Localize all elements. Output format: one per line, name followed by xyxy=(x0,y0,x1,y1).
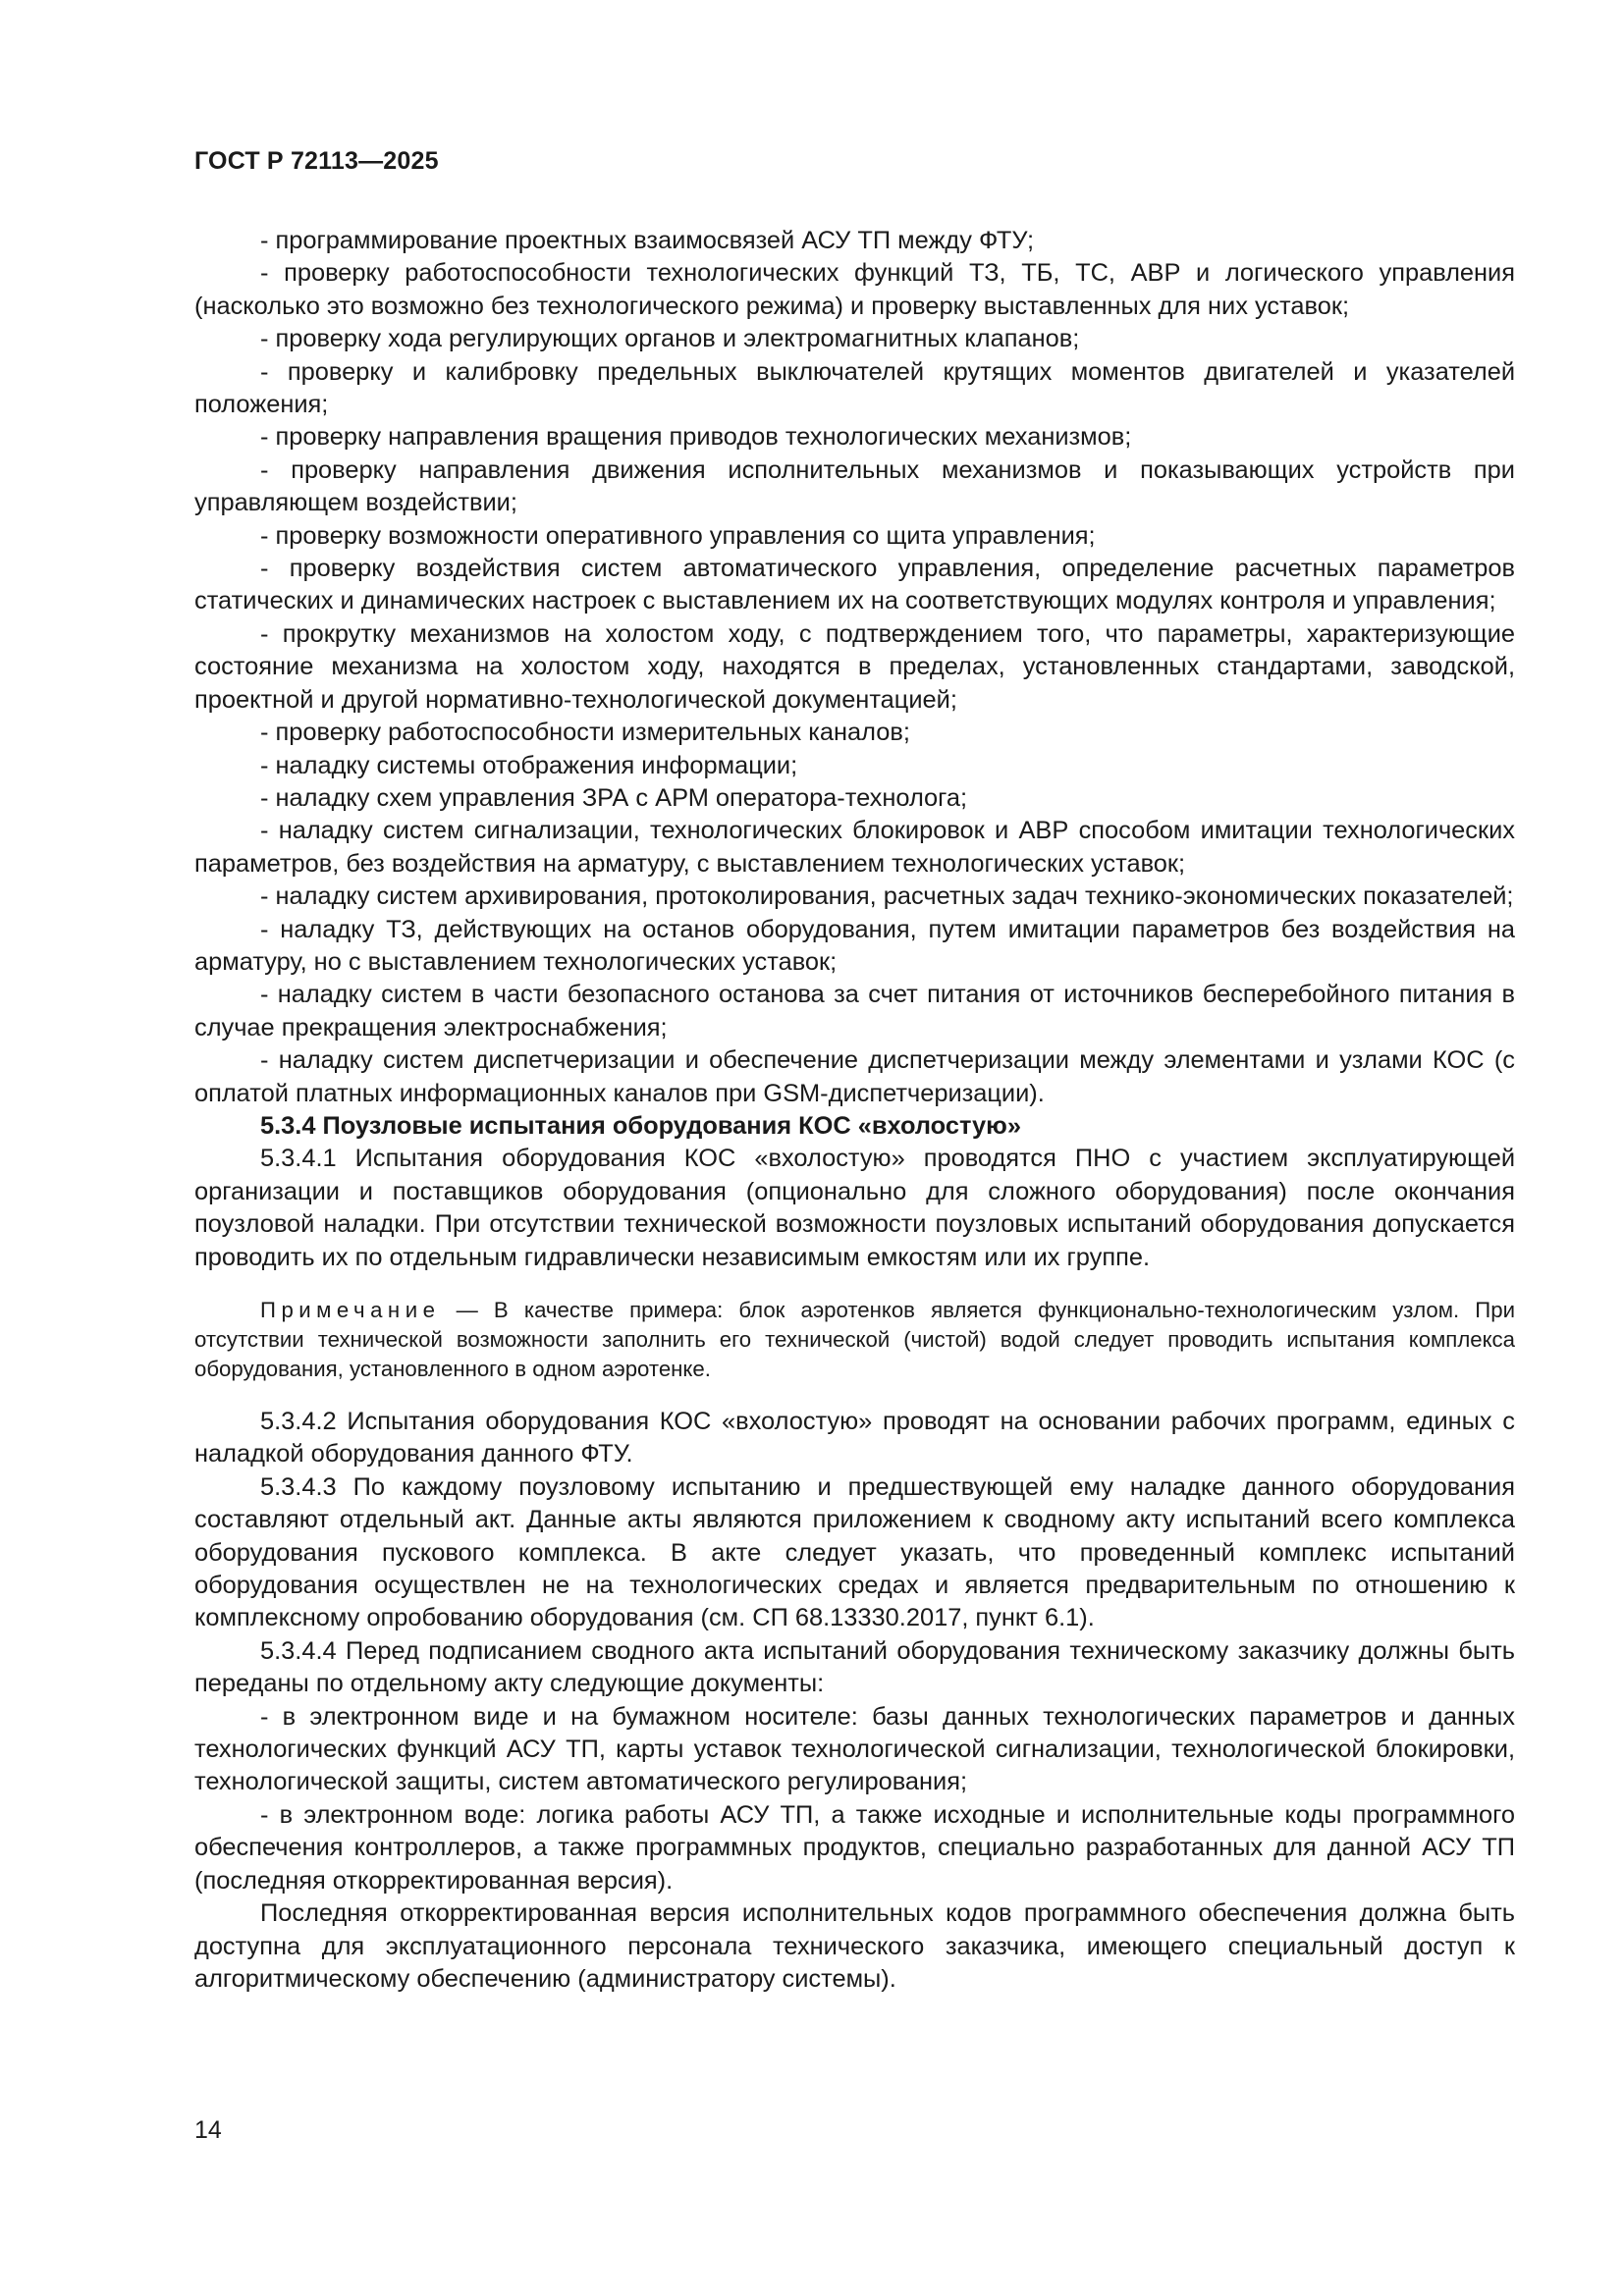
paragraph: 5.3.4.3 По каждому поузловому испытанию и предшествующей ему наладке данного оборудования составляют отдельный акт. Данные акты являются приложением к сводному акту испытаний всего комплекса оборудования пускового комплекса. В акте следует указать, что проведенный комплекс испытаний оборудования осуществлен не на технологических средах и является предварительным по отношению к комплексному опробованию оборудования (см. СП 68.13330.2017, пункт 6.1). xyxy=(194,1472,1515,1632)
list-item: - наладку системы отображения информации; xyxy=(260,751,798,779)
list-item: - проверку направления вращения приводов технологических механизмов; xyxy=(260,423,1132,452)
section-heading: 5.3.4 Поузловые испытания оборудования КОС «вхолостую» xyxy=(260,1111,1021,1140)
list-item: - программирование проектных взаимосвязей АСУ ТП между ФТУ; xyxy=(260,227,1035,254)
list-item: - проверку работоспособности технологических функций ТЗ, ТБ, ТС, АВР и логического управления (насколько это возможно без технологического режима) и проверку выставленных для них уставок; xyxy=(194,259,1515,320)
page-number: 14 xyxy=(194,2116,222,2144)
list-item: - наладку ТЗ, действующих на останов оборудования, путем имитации параметров без воздействия на арматуру, но с выставлением технологических уставок; xyxy=(194,915,1515,976)
note xyxy=(194,1296,1515,1384)
list-item: - проверку и калибровку предельных выключателей крутящих моментов двигателей и указателей положения; xyxy=(194,357,1515,419)
list-item: - наладку систем сигнализации, технологических блокировок и АВР способом имитации технологических параметров, без воздействия на арматуру, с выставлением технологических уставок; xyxy=(194,817,1515,878)
list-item: - проверку работоспособности измерительных каналов; xyxy=(260,719,910,747)
list-item: - наладку систем диспетчеризации и обеспечение диспетчеризации между элементами и узлами КОС (с оплатой платных информационных каналов при GSM-диспетчеризации). xyxy=(194,1046,1515,1107)
list-item: - наладку систем архивирования, протоколирования, расчетных задач технико-экономических показателей; xyxy=(260,882,1514,911)
note-label: Примечание xyxy=(260,1298,441,1322)
paragraph: 5.3.4.2 Испытания оборудования КОС «вхолостую» проводят на основании рабочих программ, единых с наладкой оборудования данного ФТУ. xyxy=(194,1408,1515,1468)
list-item: - прокрутку механизмов на холостом ходу, с подтверждением того, что параметры, характеризующие состояние механизма на холостом ходу, находятся в пределах, установленных стандартами, заводской, проектной и другой нормативно-технологической документацией; xyxy=(194,619,1515,714)
list-item: - в электронном воде: логика работы АСУ ТП, а также исходные и исполнительные коды программного обеспечения контроллеров, а также программных продуктов, специально разработанных для данной АСУ ТП (последняя откорректированная версия). xyxy=(194,1800,1515,1895)
list-item: - в электронном виде и на бумажном носителе: базы данных технологических параметров и данных технологических функций АСУ ТП, карты уставок технологической сигнализации, технологической блокировки, технологической защиты, систем автоматического регулирования; xyxy=(194,1702,1515,1796)
document-header: ГОСТ Р 72113—2025 xyxy=(194,147,439,175)
list-item: - проверку возможности оперативного управления со щита управления; xyxy=(260,521,1096,550)
note-text: — В качестве примера: блок аэротенков является функционально-технологическим узлом. При отсутствии технической возможности заполнить его технической (чистой) водой следует проводить испытания комплекса оборудования, установленного в одном аэротенке. xyxy=(194,1298,1515,1381)
paragraph: Последняя откорректированная версия исполнительных кодов программного обеспечения должна быть доступна для эксплуатационного персонала технического заказчика, имеющего специальный доступ к алгоритмическому обеспечению (администратору системы). xyxy=(194,1899,1515,1993)
list-item: - проверку воздействия систем автоматического управления, определение расчетных параметров статических и динамических настроек с выставлением их на соответствующих модулях контроля и управления; xyxy=(194,555,1515,615)
list-item: - проверку хода регулирующих органов и электромагнитных клапанов; xyxy=(260,325,1080,353)
document-body xyxy=(194,225,1515,1996)
list-item: - наладку систем в части безопасного останова за счет питания от источников бесперебойного питания в случае прекращения электроснабжения; xyxy=(194,981,1515,1041)
paragraph: 5.3.4.4 Перед подписанием сводного акта испытаний оборудования техническому заказчику должны быть переданы по отдельному акту следующие документы: xyxy=(194,1636,1515,1698)
paragraph: 5.3.4.1 Испытания оборудования КОС «вхолостую» проводятся ПНО с участием эксплуатирующей организации и поставщиков оборудования (опционально для сложного оборудования) после окончания поузловой наладки. При отсутствии технической возможности поузловых испытаний оборудования допускается проводить их по отдельным гидравлически независимым емкостям или их группе. xyxy=(194,1145,1515,1271)
list-item: - проверку направления движения исполнительных механизмов и показывающих устройств при управляющем воздействии; xyxy=(194,455,1515,517)
list-item: - наладку схем управления ЗРА с АРМ оператора-технолога; xyxy=(260,783,968,812)
